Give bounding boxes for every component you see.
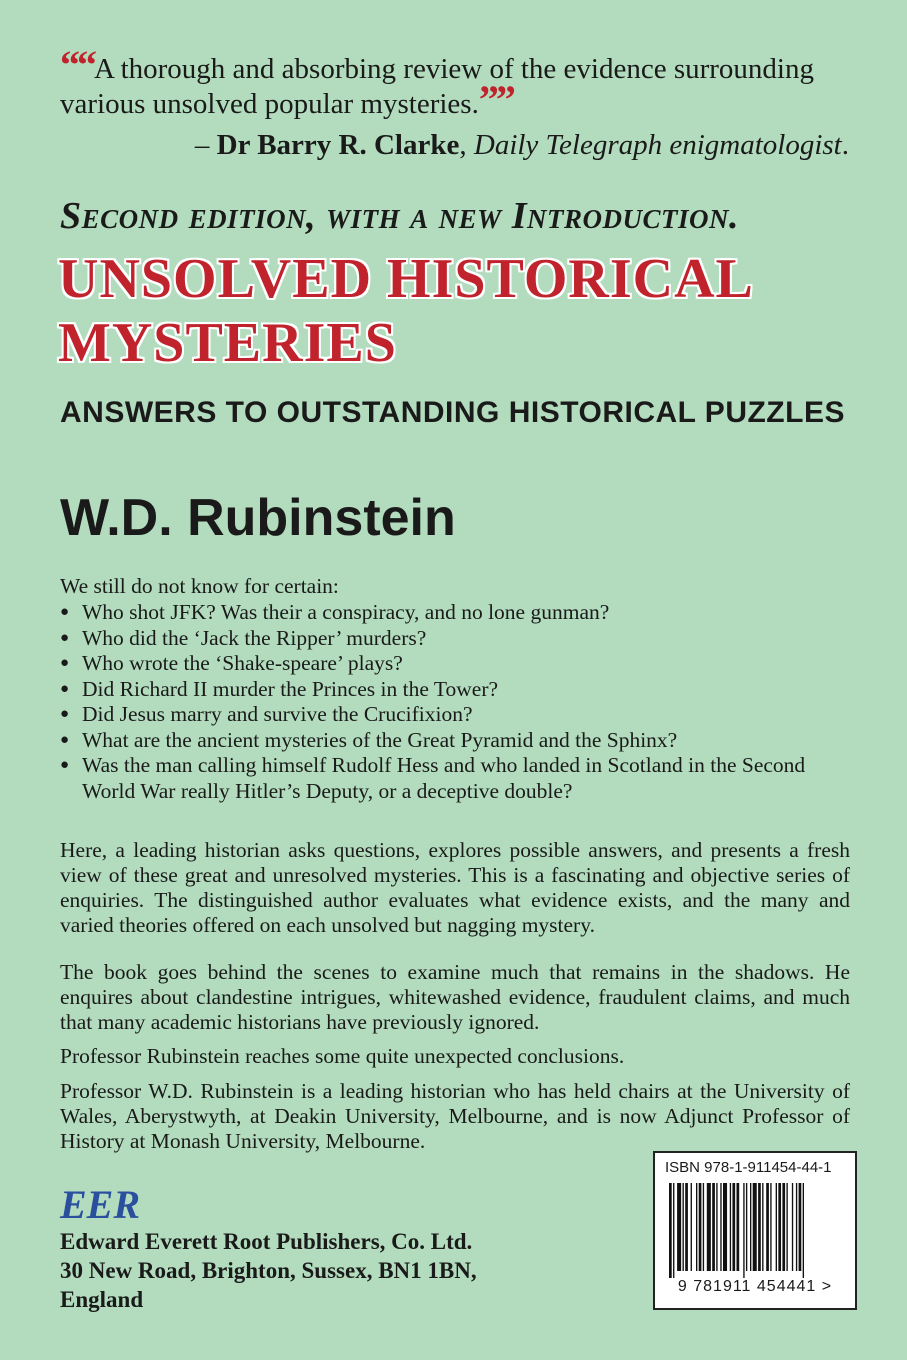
attribution-author: Dr Barry R. Clarke [216, 129, 460, 161]
quote-text: A thorough and absorbing review of the evidence surrounding various unsolved popular mysteries. [60, 53, 814, 120]
publisher-name: Edward Everett Root Publishers, Co. Ltd. [60, 1229, 473, 1254]
list-item: ● Did Richard II murder the Princes in the Tower? [60, 677, 860, 703]
publisher-country: England [60, 1287, 144, 1312]
edition-line: Second edition, with a new Introduction. [60, 195, 739, 237]
author-bio-paragraph: Professor W.D. Rubinstein is a leading historian who has held chairs at the University of Wales, Aberystwyth, at Deakin University, Melbourne, and is now Adjunct Professor of History at Monash University, Melbourne. [60, 1079, 850, 1153]
close-quote-mark-2: ” [495, 77, 513, 122]
review-quote [60, 42, 860, 122]
publisher-logo: EER [60, 1182, 141, 1227]
publisher-info [60, 1227, 580, 1314]
intro-line: We still do not know for certain: [60, 574, 339, 598]
publisher-address: 30 New Road, Brighton, Sussex, BN1 1BN, [60, 1258, 477, 1283]
quote-attribution [195, 126, 849, 164]
close-quote-mark: ” [478, 77, 496, 122]
list-item: ● Was the man calling himself Rudolf Hess and who landed in Scotland in the Second World War really Hitler’s Deputy, or a deceptive double? [60, 753, 860, 804]
book-author: W.D. Rubinstein [60, 489, 456, 547]
barcode-panel [653, 1151, 857, 1310]
open-quote-mark-2: “ [77, 42, 94, 87]
description-paragraph: Here, a leading historian asks questions, explores possible answers, and presents a fresh view of these great and unresolved mysteries. This is a fascinating and objective series of enquiries. The distinguished author evaluates what evidence exists, and the many and varied theories offered on each unsolved but nagging mystery. [60, 838, 850, 937]
attribution-dash: – [194, 129, 217, 161]
attribution-comma: , [459, 129, 474, 161]
open-quote-mark: “ [60, 42, 77, 87]
barcode-digits: 9 781911 454441 > [677, 1278, 833, 1295]
list-item: ● Who shot JFK? Was their a conspiracy, and no lone gunman? [60, 600, 860, 626]
list-item: ● Did Jesus marry and survive the Crucifixion? [60, 702, 860, 728]
attribution-period: . [841, 129, 849, 161]
isbn-label: ISBN 978-1-911454-44-1 [665, 1159, 832, 1176]
description-paragraph: The book goes behind the scenes to examine much that remains in the shadows. He enquires about clandestine intrigues, whitewashed evidence, fraudulent claims, and much that many academic historians have previously ignored. [60, 960, 850, 1034]
attribution-affiliation: Daily Telegraph enigmatologist [473, 129, 842, 161]
list-item: ● Who wrote the ‘Shake-speare’ plays? [60, 651, 860, 677]
list-item: ● Who did the ‘Jack the Ripper’ murders? [60, 626, 860, 652]
list-item: ● What are the ancient mysteries of the Great Pyramid and the Sphinx? [60, 728, 860, 754]
mystery-list [60, 600, 860, 804]
barcode-icon [669, 1183, 841, 1278]
book-subtitle: ANSWERS TO OUTSTANDING HISTORICAL PUZZLES [60, 396, 845, 429]
book-title: UNSOLVED HISTORICAL MYSTERIES [58, 248, 751, 374]
conclusion-paragraph: Professor Rubinstein reaches some quite unexpected conclusions. [60, 1044, 625, 1068]
